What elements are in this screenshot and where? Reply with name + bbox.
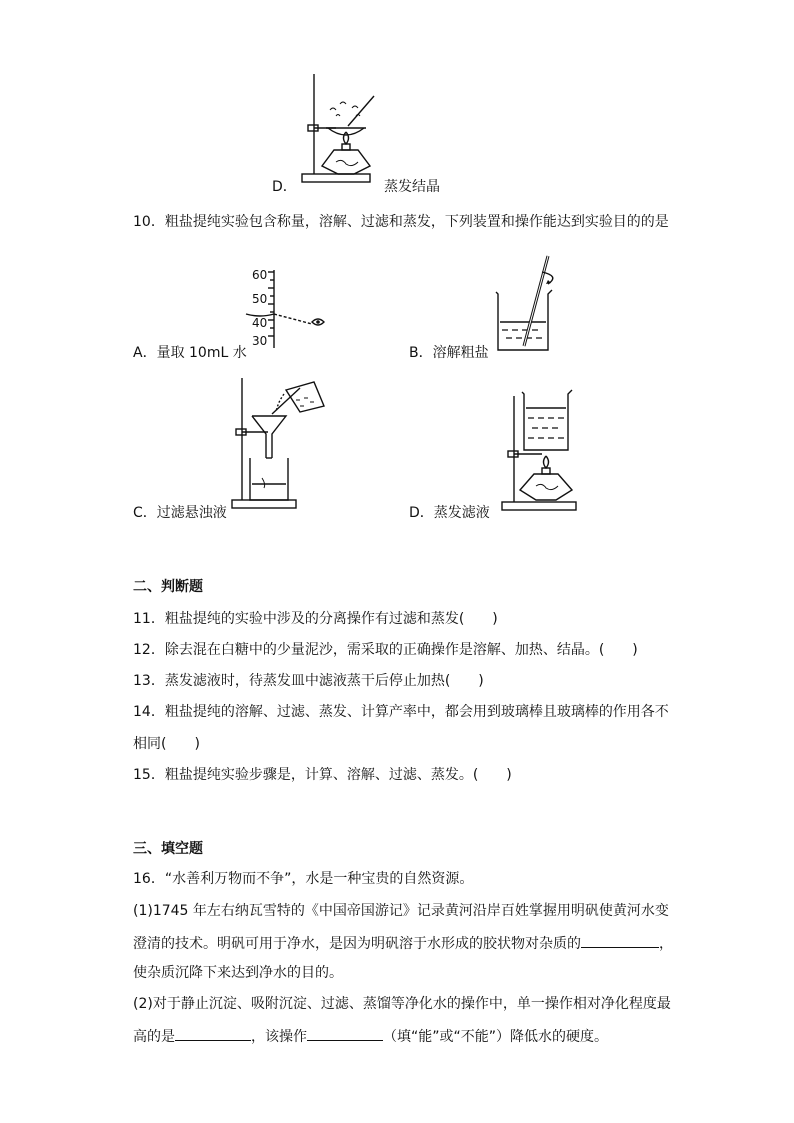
cylinder-tick-40: 40: [252, 316, 268, 330]
q10-option-d: D．蒸发滤液: [409, 505, 490, 521]
answer-blank-2[interactable]: [175, 1026, 251, 1041]
question-16-1-line3: 使杂质沉降下来达到净水的目的。: [133, 965, 343, 981]
figure-measuring-cylinder: [238, 268, 338, 348]
question-14-line2: 相同( ): [133, 736, 200, 752]
section-2-title: 二、判断题: [133, 579, 203, 595]
question-16-1-line2-end: ，: [659, 936, 673, 952]
question-16-1-line2: [133, 933, 673, 953]
q10-option-a: A．量取 10mL 水: [133, 345, 247, 361]
q9-option-d-letter: D．: [272, 179, 297, 195]
section-3-title: 三、填空题: [133, 841, 203, 857]
question-16-2-text-b: ，该操作: [251, 1029, 307, 1045]
answer-blank-3[interactable]: [307, 1026, 383, 1041]
q10-option-b: B．溶解粗盐: [409, 345, 489, 361]
question-12: 12．除去混在白糖中的少量泥沙，需采取的正确操作是溶解、加热、结晶。( ): [133, 642, 638, 658]
question-16-stem: 16．“水善利万物而不争”，水是一种宝贵的自然资源。: [133, 871, 474, 887]
q10-option-c: C．过滤悬浊液: [133, 505, 227, 521]
question-16-2-text-a: 高的是: [133, 1029, 175, 1045]
q10-stem: 10．粗盐提纯实验包含称量，溶解、过滤和蒸发，下列装置和操作能达到实验目的的是: [133, 214, 669, 230]
figure-filtration: [228, 374, 348, 510]
answer-blank-1[interactable]: [581, 933, 659, 948]
figure-evaporation-crystallization: [296, 70, 386, 188]
question-16-1-line1: (1)1745 年左右纳瓦雪特的《中国帝国游记》记录黄河沿岸百姓掌握用明矾使黄河水变: [133, 903, 669, 919]
question-15: 15．粗盐提纯实验步骤是，计算、溶解、过滤、蒸发。( ): [133, 767, 512, 783]
question-14-line1: 14．粗盐提纯的溶解、过滤、蒸发、计算产率中，都会用到玻璃棒且玻璃棒的作用各不: [133, 704, 669, 720]
question-16-2-line1: (2)对于静止沉淀、吸附沉淀、过滤、蒸馏等净化水的操作中，单一操作相对净化程度最: [133, 996, 671, 1012]
cylinder-tick-60: 60: [252, 268, 268, 282]
question-13: 13．蒸发滤液时，待蒸发皿中滤液蒸干后停止加热( ): [133, 673, 484, 689]
q9-option-d-caption: 蒸发结晶: [384, 179, 440, 195]
question-16-2-text-c: （填“能”或“不能”）降低水的硬度。: [383, 1029, 609, 1045]
figure-dissolving-beaker: [490, 250, 570, 360]
cylinder-tick-30: 30: [252, 334, 268, 348]
question-16-2-line2: [133, 1026, 608, 1046]
cylinder-tick-50: 50: [252, 292, 268, 306]
figure-evaporating-filtrate: [498, 388, 584, 514]
question-16-1-line2-text: 澄清的技术。明矾可用于净水，是因为明矾溶于水形成的胶状物对杂质的: [133, 936, 581, 952]
question-11: 11．粗盐提纯的实验中涉及的分离操作有过滤和蒸发( ): [133, 611, 498, 627]
